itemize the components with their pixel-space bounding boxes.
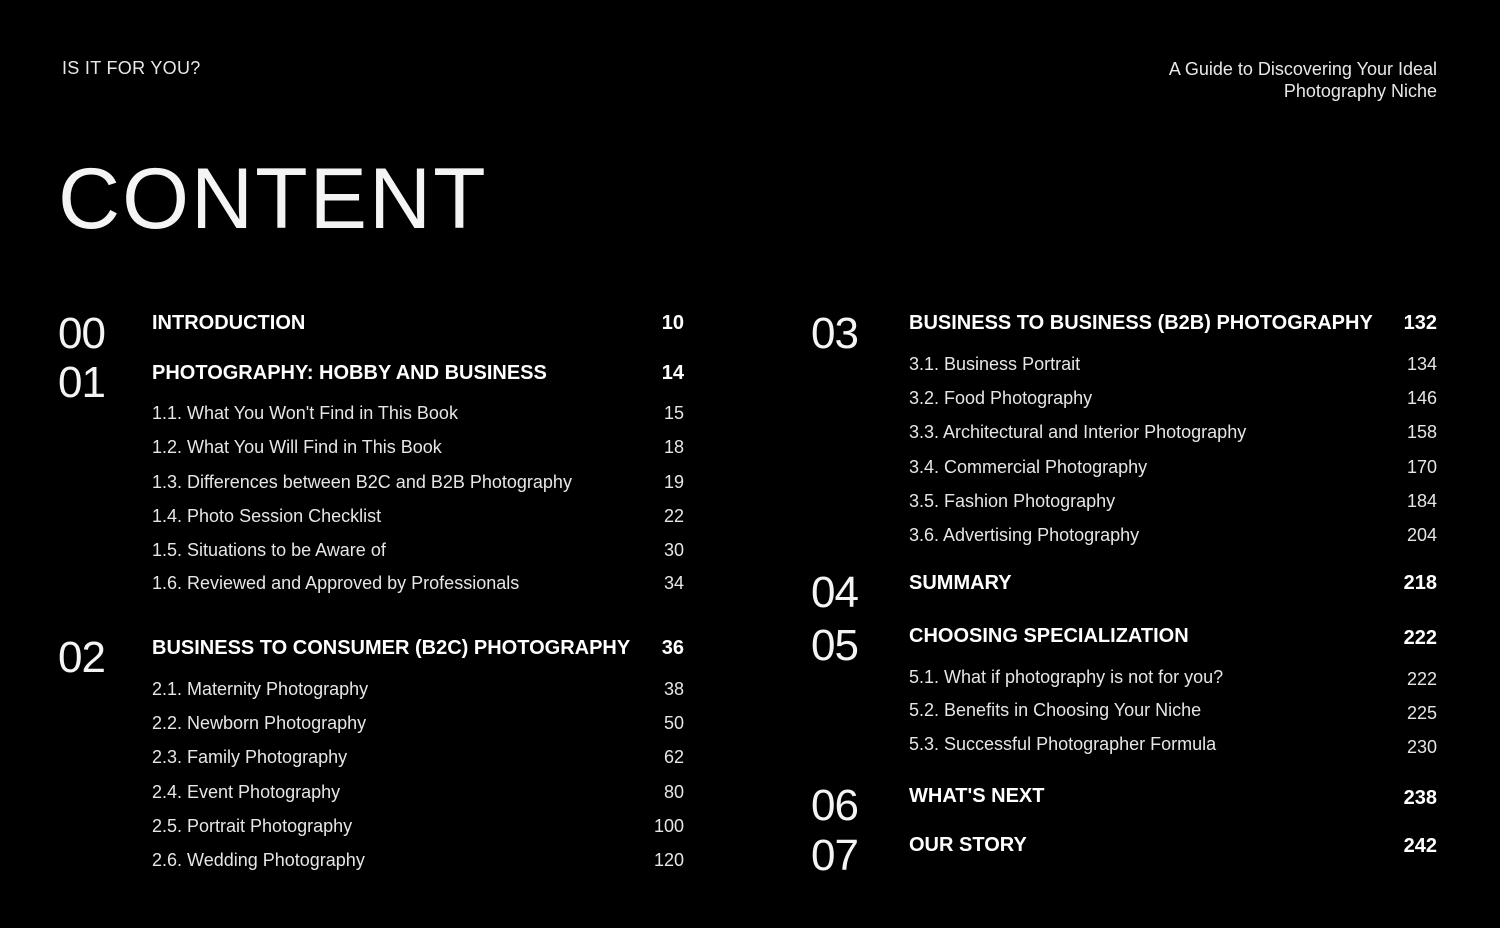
chapter-page-05: 222	[1403, 627, 1437, 649]
chapter-page-06: 238	[1403, 787, 1437, 809]
book-subtitle-line-1: A Guide to Discovering Your Ideal	[1168, 59, 1437, 79]
section-page: 120	[653, 850, 684, 870]
section-title[interactable]: 3.5. Fashion Photography	[909, 491, 1116, 511]
section-page: 19	[663, 472, 684, 492]
section-title[interactable]: 2.4. Event Photography	[152, 782, 341, 802]
chapter-page-03: 132	[1403, 312, 1437, 334]
section-page: 184	[1406, 491, 1437, 511]
chapter-number-04: 04	[811, 568, 858, 617]
section-page: 80	[663, 782, 684, 802]
section-title[interactable]: 1.4. Photo Session Checklist	[152, 506, 382, 526]
section-page: 222	[1406, 669, 1437, 689]
book-series-label: IS IT FOR YOU?	[62, 58, 201, 78]
chapter-number-03: 03	[811, 309, 858, 358]
section-page: 38	[663, 679, 684, 699]
book-subtitle	[1017, 58, 1437, 102]
chapter-number-02: 02	[58, 633, 105, 682]
section-title[interactable]: 3.6. Advertising Photography	[909, 525, 1140, 545]
section-title[interactable]: 3.4. Commercial Photography	[909, 457, 1148, 477]
chapter-title-04[interactable]: SUMMARY	[909, 572, 1012, 594]
chapter-page-02: 36	[661, 637, 684, 659]
chapter-page-04: 218	[1403, 572, 1437, 594]
section-page: 146	[1406, 388, 1437, 408]
book-subtitle-line-2: Photography Niche	[1283, 81, 1437, 101]
chapter-number-05: 05	[811, 621, 858, 670]
chapter-title-00[interactable]: INTRODUCTION	[152, 312, 306, 334]
section-page: 230	[1406, 737, 1437, 757]
chapter-title-02[interactable]: BUSINESS TO CONSUMER (B2C) PHOTOGRAPHY	[152, 637, 631, 659]
section-page: 30	[663, 540, 684, 560]
chapter-page-01: 14	[661, 362, 684, 384]
section-page: 170	[1406, 457, 1437, 477]
section-page: 100	[653, 816, 684, 836]
section-title[interactable]: 3.3. Architectural and Interior Photography	[909, 422, 1247, 442]
section-title[interactable]: 1.3. Differences between B2C and B2B Photography	[152, 472, 572, 492]
section-title[interactable]: 2.5. Portrait Photography	[152, 816, 353, 836]
section-page: 225	[1406, 703, 1437, 723]
section-page: 50	[663, 713, 684, 733]
section-page: 134	[1406, 354, 1437, 374]
section-title[interactable]: 2.3. Family Photography	[152, 747, 348, 767]
section-title[interactable]: 1.5. Situations to be Aware of	[152, 540, 386, 560]
section-title[interactable]: 2.1. Maternity Photography	[152, 679, 369, 699]
section-page: 22	[663, 506, 684, 526]
section-page: 62	[663, 747, 684, 767]
section-title[interactable]: 5.3. Successful Photographer Formula	[909, 734, 1217, 754]
section-page: 34	[663, 573, 684, 593]
section-title[interactable]: 1.1. What You Won't Find in This Book	[152, 403, 458, 423]
section-title[interactable]: 1.2. What You Will Find in This Book	[152, 437, 442, 457]
chapter-page-07: 242	[1403, 835, 1437, 857]
chapter-title-07[interactable]: OUR STORY	[909, 834, 1027, 856]
chapter-title-06[interactable]: WHAT'S NEXT	[909, 785, 1045, 807]
section-title[interactable]: 3.1. Business Portrait	[909, 354, 1081, 374]
section-title[interactable]: 5.2. Benefits in Choosing Your Niche	[909, 700, 1202, 720]
section-title[interactable]: 5.1. What if photography is not for you?	[909, 667, 1224, 687]
chapter-title-03[interactable]: BUSINESS TO BUSINESS (B2B) PHOTOGRAPHY	[909, 312, 1373, 334]
section-title[interactable]: 2.6. Wedding Photography	[152, 850, 365, 870]
chapter-number-01: 01	[58, 358, 105, 407]
chapter-number-06: 06	[811, 781, 858, 830]
section-page: 18	[663, 437, 684, 457]
section-page: 204	[1406, 525, 1437, 545]
chapter-page-00: 10	[661, 312, 684, 334]
section-page: 158	[1406, 422, 1437, 442]
section-title[interactable]: 3.2. Food Photography	[909, 388, 1093, 408]
section-page: 15	[663, 403, 684, 423]
chapter-number-00: 00	[58, 309, 105, 358]
section-title[interactable]: 2.2. Newborn Photography	[152, 713, 367, 733]
section-title[interactable]: 1.6. Reviewed and Approved by Professionals	[152, 573, 520, 593]
page-title: CONTENT	[58, 151, 488, 247]
chapter-title-05[interactable]: CHOOSING SPECIALIZATION	[909, 625, 1189, 647]
chapter-number-07: 07	[811, 831, 858, 880]
chapter-title-01[interactable]: PHOTOGRAPHY: HOBBY AND BUSINESS	[152, 362, 547, 384]
